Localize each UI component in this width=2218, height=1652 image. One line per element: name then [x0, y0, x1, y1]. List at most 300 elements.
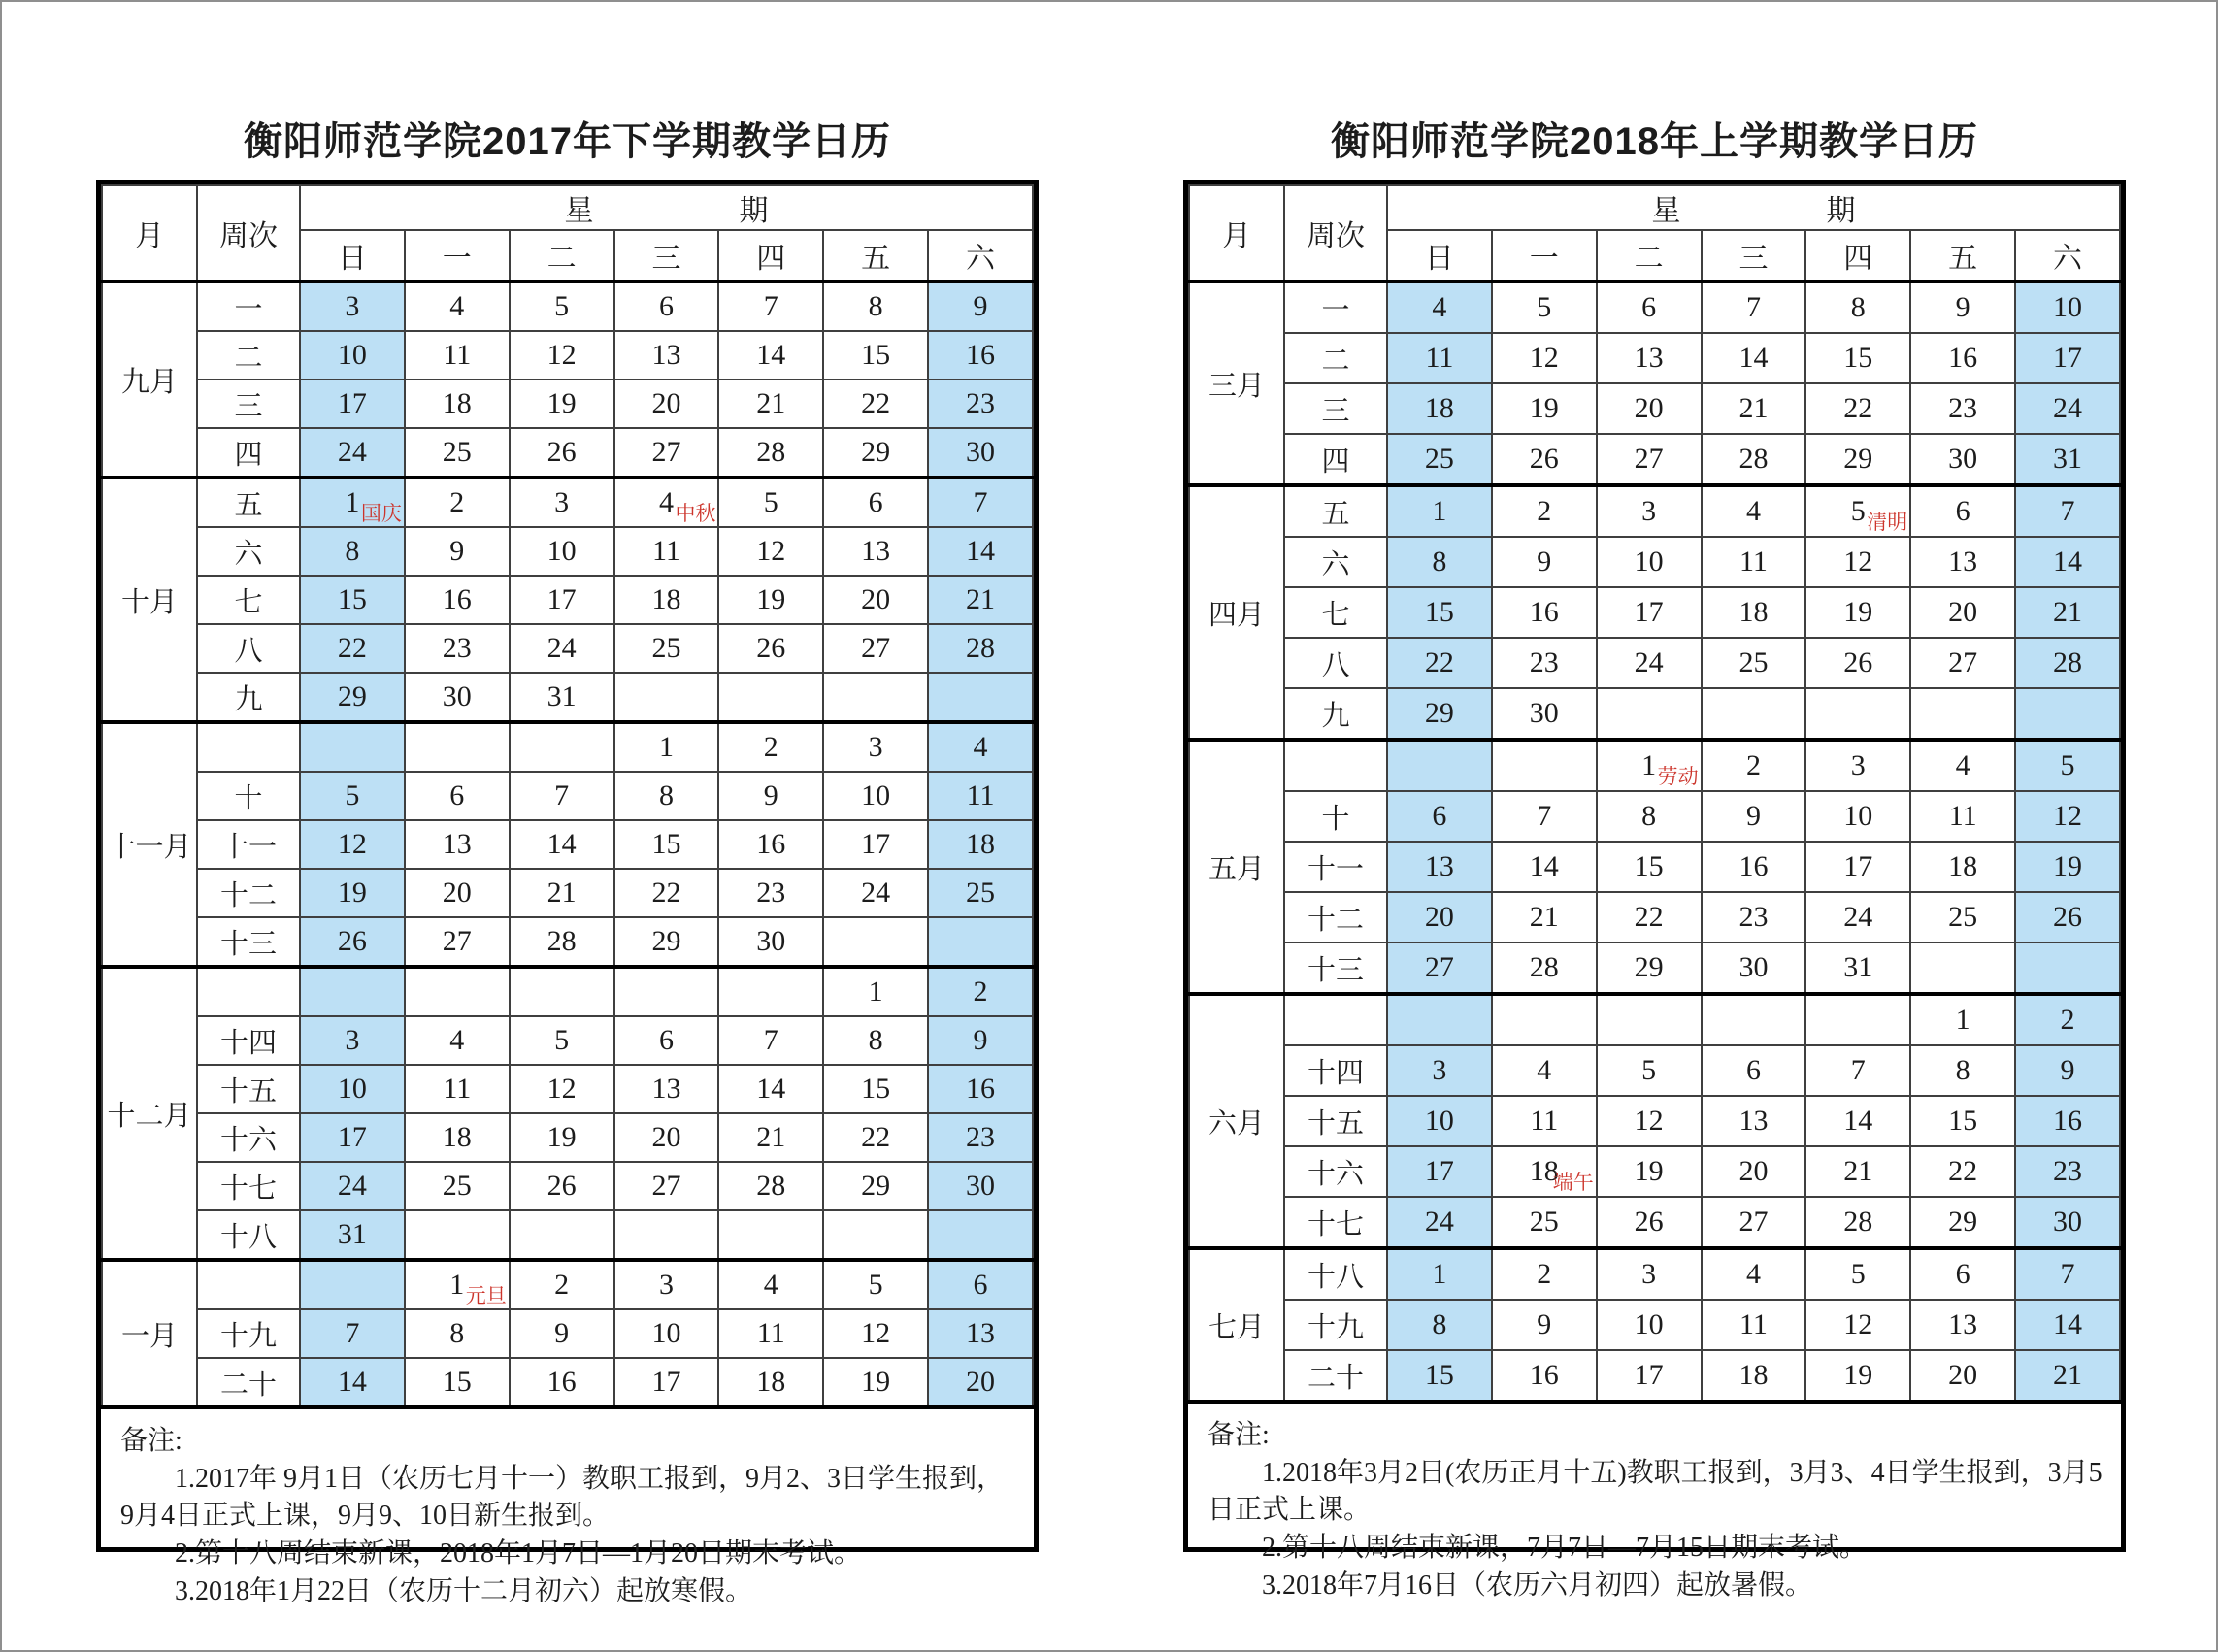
day-cell [2015, 791, 2120, 842]
day-number: 17 [337, 387, 367, 419]
day-cell [510, 820, 614, 869]
day-number: 14 [546, 828, 577, 860]
day-cell [2015, 994, 2120, 1045]
week-number-cell: 六 [197, 527, 300, 576]
day-cell [300, 380, 405, 428]
week-number-cell: 十六 [197, 1113, 300, 1162]
day-cell [614, 576, 719, 624]
day-number: 22 [651, 876, 681, 909]
day-cell [300, 1016, 405, 1065]
holiday-tag: 中秋 [675, 503, 716, 525]
day-cell [1597, 383, 1702, 434]
day-number: 9 [1955, 291, 1970, 323]
day-cell [823, 380, 928, 428]
calendar-week-row [1189, 1197, 2120, 1248]
week-number-cell: 十 [197, 772, 300, 820]
month-label-cell: 四月 [1189, 485, 1284, 740]
day-cell [928, 331, 1033, 380]
notes-section [101, 1409, 1034, 1610]
day-number: 15 [1634, 850, 1664, 882]
day-cell [405, 624, 510, 673]
day-cell [614, 967, 719, 1016]
day-number: 8 [658, 779, 674, 811]
day-cell [1805, 383, 1910, 434]
calendar-week-row [1189, 740, 2120, 791]
day-cell [1702, 485, 1806, 537]
day-cell [2015, 1300, 2120, 1350]
day-number: 29 [1424, 697, 1454, 729]
day-cell [718, 1016, 823, 1065]
day-cell [1492, 1045, 1597, 1096]
day-cell [1702, 383, 1806, 434]
day-number: 4 [973, 731, 988, 763]
day-cell [1910, 842, 2015, 892]
day-cell [614, 1016, 719, 1065]
day-cell [718, 380, 823, 428]
day-cell [1492, 842, 1597, 892]
day-cell [1805, 791, 1910, 842]
day-cell [1597, 281, 1702, 333]
day-number: 23 [966, 1121, 996, 1153]
day-cell [300, 478, 405, 527]
day-cell [510, 1309, 614, 1358]
weekday-group-header [1387, 185, 2120, 230]
day-number: 1 [345, 486, 360, 518]
day-cell [1910, 281, 2015, 333]
day-cell [823, 722, 928, 772]
day-cell [718, 281, 823, 331]
day-number: 10 [1634, 1308, 1664, 1340]
month-label-cell: 九月 [102, 281, 197, 478]
day-cell [2015, 842, 2120, 892]
day-number: 1 [1432, 495, 1447, 527]
day-cell [510, 722, 614, 772]
day-cell [300, 576, 405, 624]
day-cell [405, 1210, 510, 1260]
day-number: 22 [861, 1121, 891, 1153]
month-label-cell: 五月 [1189, 740, 1284, 994]
day-cell [1805, 1045, 1910, 1096]
day-number: 26 [337, 925, 367, 957]
day-number: 9 [554, 1317, 570, 1349]
day-cell [928, 478, 1033, 527]
day-cell [2015, 485, 2120, 537]
day-cell [1387, 485, 1492, 537]
day-number: 20 [1948, 596, 1978, 628]
day-number: 4 [1955, 749, 1970, 781]
day-cell [1805, 1146, 1910, 1197]
day-cell [1492, 688, 1597, 740]
day-number: 14 [756, 1073, 786, 1105]
calendar-body [1189, 281, 2120, 1402]
day-cell [1492, 537, 1597, 587]
day-cell [718, 1358, 823, 1407]
week-number-cell: 五 [197, 478, 300, 527]
day-number: 30 [1738, 951, 1769, 983]
day-number: 6 [658, 290, 674, 322]
day-number: 15 [337, 583, 367, 615]
day-number: 2 [763, 731, 778, 763]
day-cell [928, 673, 1033, 722]
day-cell [1702, 1096, 1806, 1146]
day-number: 1 [868, 975, 883, 1008]
calendar-week-row [102, 281, 1033, 331]
day-cell [1492, 333, 1597, 383]
day-number: 2 [1537, 495, 1552, 527]
day-number: 19 [337, 876, 367, 909]
day-number: 22 [1843, 392, 1873, 424]
month-label-cell: 六月 [1189, 994, 1284, 1248]
day-cell [1492, 638, 1597, 688]
day-cell [1910, 333, 2015, 383]
day-number: 24 [2053, 392, 2083, 424]
day-cell [2015, 1248, 2120, 1300]
day-cell [300, 1065, 405, 1113]
day-cell [2015, 537, 2120, 587]
day-cell [2015, 1350, 2120, 1402]
day-number: 9 [1745, 800, 1761, 832]
day-cell [1910, 1300, 2015, 1350]
note-item: 1.2017年 9月1日（农历七月十一）教职工报到，9月2、3日学生报到，9月4日正式上课，9月9、10日新生报到。 [120, 1463, 1005, 1532]
week-number-cell: 十七 [1284, 1197, 1387, 1248]
day-number: 3 [1850, 749, 1866, 781]
day-number: 3 [658, 1269, 674, 1301]
day-number: 15 [1843, 342, 1873, 374]
day-cell [2015, 1096, 2120, 1146]
day-cell [614, 1113, 719, 1162]
day-cell [1805, 1248, 1910, 1300]
day-cell [1387, 740, 1492, 791]
day-number: 20 [1738, 1155, 1769, 1187]
day-number: 26 [546, 436, 577, 468]
day-number: 8 [868, 290, 883, 322]
day-number: 16 [1738, 850, 1769, 882]
day-cell [405, 772, 510, 820]
day-number: 9 [449, 535, 465, 567]
day-number: 23 [1948, 392, 1978, 424]
day-number: 30 [1948, 443, 1978, 475]
day-number: 12 [1843, 545, 1873, 578]
day-cell [510, 331, 614, 380]
day-cell [1387, 537, 1492, 587]
day-number: 25 [651, 632, 681, 664]
day-number: 7 [554, 779, 570, 811]
day-number: 8 [1955, 1054, 1970, 1086]
day-cell [928, 820, 1033, 869]
calendar-title: 衡阳师范学院2018年上学期教学日历 [1331, 120, 1978, 163]
day-number: 8 [345, 535, 360, 567]
day-number: 7 [973, 486, 988, 518]
week-number-cell: 十 [1284, 791, 1387, 842]
day-cell [1910, 994, 2015, 1045]
day-number: 4 [1745, 1258, 1761, 1290]
day-number: 8 [1432, 1308, 1447, 1340]
day-number: 23 [2053, 1155, 2083, 1187]
day-cell [2015, 1045, 2120, 1096]
day-number: 8 [1641, 800, 1657, 832]
week-number-cell: 六 [1284, 537, 1387, 587]
day-number: 10 [651, 1317, 681, 1349]
day-cell [405, 331, 510, 380]
day-number: 13 [1948, 1308, 1978, 1340]
day-cell [1492, 281, 1597, 333]
day-cell [1597, 688, 1702, 740]
day-cell [614, 331, 719, 380]
day-cell [823, 917, 928, 967]
day-cell [1492, 1350, 1597, 1402]
calendar-week-row [102, 967, 1033, 1016]
day-number: 6 [658, 1024, 674, 1056]
day-number: 27 [1424, 951, 1454, 983]
day-number: 11 [443, 1073, 472, 1105]
day-number: 28 [1738, 443, 1769, 475]
day-cell [1387, 1248, 1492, 1300]
calendar-week-row [102, 722, 1033, 772]
day-number: 11 [1530, 1105, 1559, 1137]
day-number: 26 [1529, 443, 1559, 475]
day-number: 15 [1948, 1105, 1978, 1137]
day-number: 10 [861, 779, 891, 811]
day-number: 12 [1634, 1105, 1664, 1137]
day-number: 27 [861, 632, 891, 664]
day-number: 31 [1843, 951, 1873, 983]
day-cell [1702, 1146, 1806, 1197]
day-number: 6 [1745, 1054, 1761, 1086]
day-cell [300, 527, 405, 576]
day-number: 14 [756, 339, 786, 371]
week-number-cell: 十一 [1284, 842, 1387, 892]
day-number: 15 [651, 828, 681, 860]
day-cell [1805, 842, 1910, 892]
day-cell [1387, 1197, 1492, 1248]
day-cell [300, 917, 405, 967]
day-number: 5 [554, 1024, 570, 1056]
week-column-header: 周次 [197, 185, 300, 281]
day-number: 13 [1634, 342, 1664, 374]
day-number: 11 [1948, 800, 1977, 832]
day-number: 28 [546, 925, 577, 957]
day-number: 28 [1529, 951, 1559, 983]
day-cell [1910, 688, 2015, 740]
day-cell [2015, 1197, 2120, 1248]
day-cell [510, 527, 614, 576]
day-cell [718, 1113, 823, 1162]
day-cell [1805, 333, 1910, 383]
week-number-cell: 三 [197, 380, 300, 428]
day-cell [1597, 537, 1702, 587]
weekday-header-wed: 三 [1702, 230, 1806, 281]
day-number: 4 [449, 290, 465, 322]
week-number-cell: 五 [1284, 485, 1387, 537]
day-number: 11 [443, 339, 472, 371]
day-number: 13 [651, 339, 681, 371]
calendar-body [102, 281, 1033, 1407]
day-cell [405, 1358, 510, 1407]
day-number: 17 [1634, 596, 1664, 628]
day-cell [405, 1309, 510, 1358]
day-number: 21 [546, 876, 577, 909]
day-cell [718, 1162, 823, 1210]
weekday-header-fri: 五 [823, 230, 928, 281]
day-number: 3 [1641, 495, 1657, 527]
week-number-cell: 七 [1284, 587, 1387, 638]
day-number: 31 [2053, 443, 2083, 475]
note-item: 3.2018年7月16日（农历六月初四）起放暑假。 [1262, 1569, 1813, 1601]
day-cell [2015, 740, 2120, 791]
day-number: 23 [1529, 646, 1559, 678]
day-number: 27 [1634, 443, 1664, 475]
calendar-week-row [102, 380, 1033, 428]
day-number: 22 [1948, 1155, 1978, 1187]
day-cell [1805, 688, 1910, 740]
calendar-week-row [102, 1113, 1033, 1162]
day-cell [1702, 434, 1806, 485]
day-cell [718, 673, 823, 722]
calendar-week-row [1189, 1096, 2120, 1146]
day-cell [1492, 892, 1597, 942]
day-number: 6 [449, 779, 465, 811]
day-number: 21 [1529, 901, 1559, 933]
day-cell [1910, 791, 2015, 842]
day-cell [614, 1065, 719, 1113]
week-column-header: 周次 [1284, 185, 1387, 281]
calendar-box [1183, 180, 2126, 1601]
day-cell [1702, 587, 1806, 638]
calendar-table [101, 184, 1034, 1409]
week-number-cell: 十二 [1284, 892, 1387, 942]
day-number: 30 [1529, 697, 1559, 729]
calendar-header [1189, 185, 2120, 281]
day-cell [510, 281, 614, 331]
day-number: 29 [337, 680, 367, 712]
day-number: 30 [966, 1170, 996, 1202]
day-number: 26 [756, 632, 786, 664]
day-number: 12 [337, 828, 367, 860]
day-cell [823, 869, 928, 917]
day-cell [1702, 994, 1806, 1045]
day-cell [1492, 791, 1597, 842]
day-cell [300, 673, 405, 722]
day-number: 17 [1634, 1359, 1664, 1391]
day-cell [1597, 1146, 1702, 1197]
week-number-cell: 四 [197, 428, 300, 478]
day-number: 20 [651, 387, 681, 419]
weekday-header-mon: 一 [1492, 230, 1597, 281]
month-column-header: 月 [102, 185, 197, 281]
day-cell [1805, 994, 1910, 1045]
day-number: 15 [1424, 1359, 1454, 1391]
day-cell [1492, 1197, 1597, 1248]
day-cell [300, 331, 405, 380]
day-number: 5 [1537, 291, 1552, 323]
day-cell [510, 967, 614, 1016]
day-number: 29 [651, 925, 681, 957]
day-number: 24 [1843, 901, 1873, 933]
day-cell [405, 1162, 510, 1210]
day-cell [1597, 994, 1702, 1045]
day-number: 1 [658, 731, 674, 763]
week-number-cell: 十九 [197, 1309, 300, 1358]
weekday-group-header [300, 185, 1033, 230]
week-number-cell: 十一 [197, 820, 300, 869]
day-cell [1702, 791, 1806, 842]
day-cell [300, 281, 405, 331]
day-number: 7 [2060, 1258, 2075, 1290]
day-cell [614, 281, 719, 331]
day-number: 18 [442, 387, 472, 419]
week-number-cell [1284, 740, 1387, 791]
day-number: 9 [1537, 1308, 1552, 1340]
day-number: 10 [2053, 291, 2083, 323]
calendar-week-row [102, 1162, 1033, 1210]
day-number: 17 [1843, 850, 1873, 882]
day-number: 19 [861, 1366, 891, 1398]
day-cell [928, 281, 1033, 331]
calendar-week-row [1189, 485, 2120, 537]
day-cell [1597, 892, 1702, 942]
note-item: 1.2018年3月2日(农历正月十五)教职工报到，3月3、4日学生报到，3月5日正式上课。 [1208, 1457, 2102, 1526]
day-cell [1492, 740, 1597, 791]
day-number: 21 [2053, 1359, 2083, 1391]
day-cell [2015, 892, 2120, 942]
day-cell [928, 428, 1033, 478]
day-cell [718, 820, 823, 869]
weekday-header-sun: 日 [1387, 230, 1492, 281]
day-cell [928, 1113, 1033, 1162]
day-number: 19 [756, 583, 786, 615]
day-number: 11 [652, 535, 680, 567]
day-cell [1910, 1248, 2015, 1300]
day-cell [300, 1358, 405, 1407]
day-cell [823, 673, 928, 722]
holiday-tag: 元旦 [465, 1285, 507, 1307]
day-number: 13 [861, 535, 891, 567]
day-number: 30 [2053, 1206, 2083, 1238]
day-cell [300, 1260, 405, 1309]
day-number: 29 [861, 436, 891, 468]
day-cell [1597, 485, 1702, 537]
day-number: 2 [2060, 1004, 2075, 1036]
weekday-header-char: 星 [1651, 195, 1681, 227]
day-number: 6 [1955, 495, 1970, 527]
calendar-box [96, 180, 1039, 1606]
weekday-header-wed: 三 [614, 230, 719, 281]
day-number: 8 [449, 1317, 465, 1349]
day-number: 14 [2053, 1308, 2083, 1340]
day-number: 10 [1424, 1105, 1454, 1137]
day-cell [1492, 994, 1597, 1045]
day-number: 2 [449, 486, 465, 518]
calendar-week-row [1189, 1300, 2120, 1350]
day-cell [300, 967, 405, 1016]
day-number: 23 [756, 876, 786, 909]
day-cell [405, 380, 510, 428]
day-number: 11 [1425, 342, 1454, 374]
day-cell [300, 624, 405, 673]
day-number: 24 [1634, 646, 1664, 678]
day-number: 10 [546, 535, 577, 567]
day-number: 2 [1745, 749, 1761, 781]
day-cell [928, 1260, 1033, 1309]
day-cell [300, 1113, 405, 1162]
week-number-cell: 四 [1284, 434, 1387, 485]
day-cell [823, 576, 928, 624]
day-number: 20 [1948, 1359, 1978, 1391]
day-number: 28 [2053, 646, 2083, 678]
day-cell [823, 331, 928, 380]
day-number: 28 [756, 1170, 786, 1202]
day-number: 17 [2053, 342, 2083, 374]
